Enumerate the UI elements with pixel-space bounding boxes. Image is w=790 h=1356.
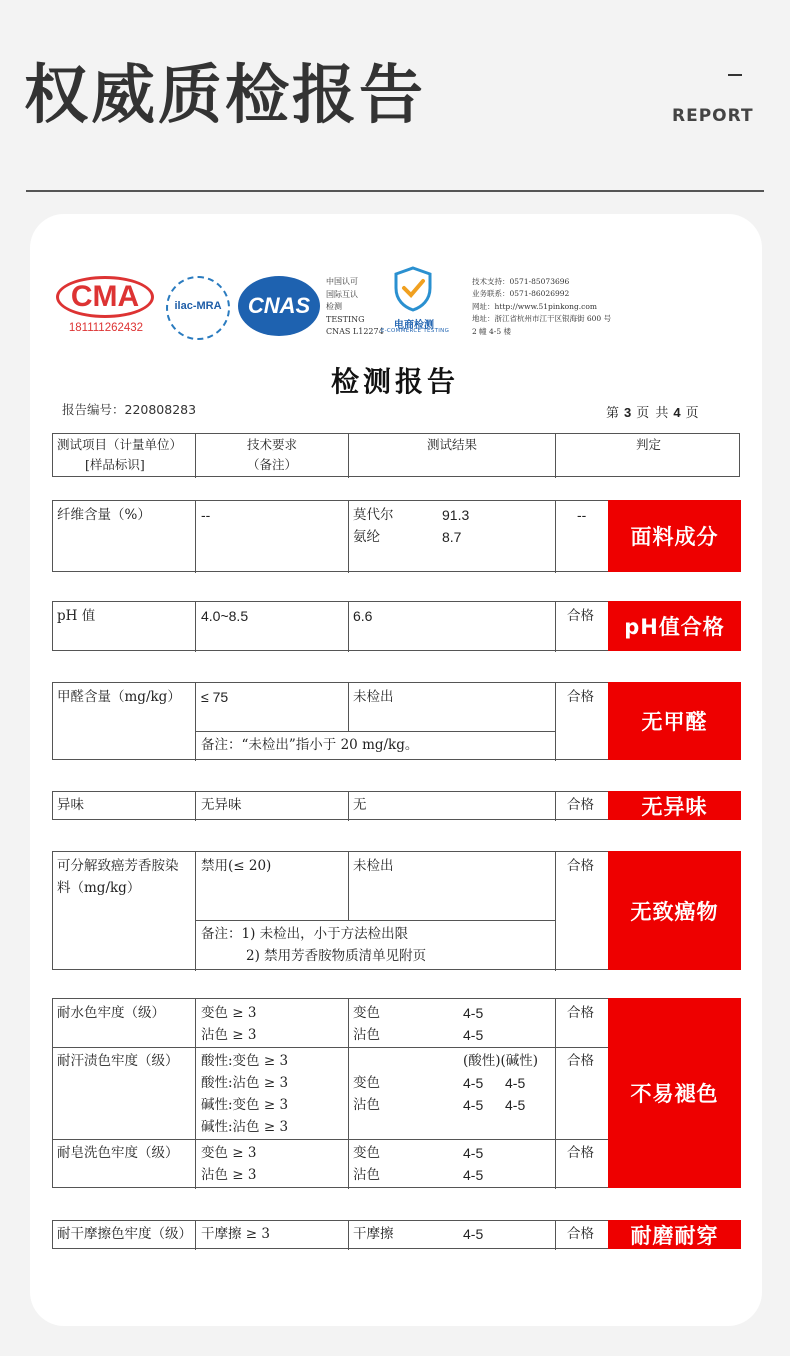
ecommerce-logo-en: E-COMMERCE TESTING — [380, 328, 450, 334]
verdict-fiber: -- — [577, 507, 587, 523]
note-formaldehyde: 备注：“未检出”指小于 20 mg/kg。 — [201, 737, 419, 753]
table-grid-line — [348, 1221, 349, 1250]
req-formaldehyde: ≤ 75 — [201, 689, 229, 705]
req-soap: 沾色 ≥ 3 — [201, 1167, 257, 1183]
table-grid-line — [348, 501, 349, 573]
item-fiber: 纤维含量（%） — [57, 507, 151, 523]
page-mid: 页 共 — [636, 406, 670, 421]
result-label: 变色 — [353, 1145, 380, 1161]
table-grid-line — [195, 852, 196, 971]
result-label: 变色 — [353, 1075, 380, 1091]
result-value: 4-5 — [463, 1145, 484, 1161]
contact-line: 业务联系：0571-86026992 — [472, 289, 570, 299]
header-result: 测试结果 — [426, 437, 477, 452]
ecommerce-logo-cn: 电商检测 — [394, 320, 434, 331]
table-grid-line — [195, 602, 196, 652]
contact-line: 2 幢 4-5 楼 — [472, 326, 512, 336]
shield-check-icon — [392, 266, 434, 312]
req-sweat: 酸性:变色 ≥ 3 — [201, 1053, 289, 1069]
color-fastness-group — [52, 998, 740, 1188]
result-value: 4-5 — [463, 1005, 484, 1021]
result-sweat-head: (酸性)(碱性) — [463, 1053, 539, 1069]
page-total: 4 — [673, 405, 682, 420]
table-row — [52, 500, 740, 572]
result-label: 沾色 — [353, 1097, 380, 1113]
badge-colorfast: 不易褪色 — [608, 998, 741, 1188]
verdict-odor: 合格 — [567, 797, 594, 813]
result-value: 4-5 — [463, 1167, 484, 1183]
table-grid-line — [555, 683, 556, 761]
result-label: 莫代尔 — [353, 507, 394, 523]
item-sweat: 耐汗渍色牢度（级） — [57, 1053, 179, 1069]
req-soap: 变色 ≥ 3 — [201, 1145, 257, 1161]
item-soap: 耐皂洗色牢度（级） — [57, 1145, 179, 1161]
table-grid-line — [348, 683, 349, 731]
req-sweat: 碱性:变色 ≥ 3 — [201, 1097, 289, 1113]
verdict-sweat: 合格 — [567, 1053, 594, 1069]
contact-line: 技术支持：0571-85073696 — [472, 277, 570, 286]
cnas-line: TESTING — [326, 314, 365, 324]
verdict-water: 合格 — [567, 1005, 594, 1021]
item-amine-unit: 料（mg/kg） — [57, 880, 141, 896]
item-odor: 异味 — [57, 797, 84, 813]
req-sweat: 酸性:沾色 ≥ 3 — [201, 1075, 289, 1091]
note-amine: 2) 禁用芳香胺物质清单见附页 — [246, 948, 427, 964]
table-header — [52, 433, 740, 477]
table-grid-line — [195, 1221, 196, 1250]
item-formaldehyde: 甲醛含量（mg/kg） — [57, 689, 181, 705]
table-grid-line — [53, 1047, 608, 1048]
cnas-logo-text: CNAS — [247, 293, 311, 318]
table-grid-line — [348, 852, 349, 920]
table-grid-line — [348, 792, 349, 821]
table-grid-line — [195, 792, 196, 821]
result-formaldehyde: 未检出 — [353, 689, 394, 705]
cnas-line: 中国认可 — [326, 277, 358, 286]
req-amine: 禁用(≤ 20) — [201, 858, 272, 874]
cma-number: 181111262432 — [68, 322, 144, 334]
verdict-amine: 合格 — [567, 858, 594, 874]
header-requirement: 技术要求 — [246, 437, 297, 452]
table-grid-line — [555, 792, 556, 821]
result-label: 变色 — [353, 1005, 380, 1021]
page-suffix: 页 — [685, 406, 700, 421]
badge-ph: pH值合格 — [608, 601, 741, 651]
table-row — [52, 601, 740, 651]
result-value: 4-5 — [505, 1075, 526, 1091]
cnas-line: CNAS L12274 — [326, 327, 384, 336]
report-label: REPORT — [672, 106, 754, 126]
ilac-logo-text: ilac-MRA — [174, 300, 222, 312]
result-value: 8.7 — [442, 529, 462, 545]
badge-odor: 无异味 — [608, 791, 741, 820]
verdict-rub: 合格 — [567, 1226, 594, 1242]
verdict-ph: 合格 — [567, 608, 594, 624]
table-row — [52, 791, 740, 820]
badge-carcinogen: 无致癌物 — [608, 851, 741, 970]
req-ph: 4.0~8.5 — [201, 608, 249, 624]
result-value: 4-5 — [505, 1097, 526, 1113]
report-number: 报告编号：220808283 — [62, 402, 197, 417]
table-grid-line — [555, 501, 556, 573]
table-grid-line — [555, 999, 556, 1189]
table-grid-line — [555, 852, 556, 971]
table-grid-line — [195, 920, 555, 921]
badge-durable: 耐磨耐穿 — [608, 1220, 741, 1249]
cnas-line: 国际互认 — [326, 289, 358, 299]
table-grid-line — [348, 999, 349, 1189]
table-grid-line — [555, 1221, 556, 1250]
page-current: 3 — [624, 405, 633, 420]
badge-formaldehyde: 无甲醛 — [608, 682, 741, 760]
badge-fabric: 面料成分 — [608, 500, 741, 572]
header-divider — [26, 190, 764, 192]
result-label: 沾色 — [353, 1027, 380, 1043]
table-grid-line — [195, 683, 196, 761]
result-ph: 6.6 — [353, 608, 373, 624]
req-water: 变色 ≥ 3 — [201, 1005, 257, 1021]
title-dash — [728, 74, 742, 76]
table-row — [52, 851, 740, 970]
contact-line: 地址：浙江省杭州市江干区银海街 600 号 — [472, 314, 612, 324]
cma-logo-text: CMA — [70, 280, 140, 313]
verdict-soap: 合格 — [567, 1145, 594, 1161]
table-grid-line — [53, 1139, 608, 1140]
header-verdict: 判定 — [635, 437, 661, 452]
req-sweat: 碱性:沾色 ≥ 3 — [201, 1119, 289, 1135]
table-grid-line — [348, 602, 349, 652]
page-indicator — [606, 402, 700, 421]
table-grid-line — [195, 999, 196, 1189]
req-odor: 无异味 — [201, 797, 242, 813]
result-odor: 无 — [353, 797, 367, 813]
item-water: 耐水色牢度（级） — [57, 1005, 165, 1021]
table-grid-line — [195, 731, 555, 732]
note-amine: 备注：1) 未检出，小于方法检出限 — [201, 926, 409, 942]
result-value: 4-5 — [463, 1027, 484, 1043]
table-grid-line — [555, 602, 556, 652]
table-grid-line — [195, 501, 196, 573]
result-value: 4-5 — [463, 1075, 484, 1091]
verdict-formaldehyde: 合格 — [567, 689, 594, 705]
result-label: 沾色 — [353, 1167, 380, 1183]
document-title: 检测报告 — [330, 365, 459, 398]
result-value: 4-5 — [463, 1097, 484, 1113]
result-label: 氨纶 — [353, 529, 380, 545]
req-fiber: -- — [201, 507, 211, 523]
table-row — [52, 1220, 740, 1249]
result-value: 91.3 — [442, 507, 470, 523]
page-title: 权威质检报告 — [24, 59, 426, 133]
result-rub-value: 4-5 — [463, 1226, 484, 1242]
contact-line: 网址：http://www.51pinkong.com — [472, 301, 597, 311]
item-amine: 可分解致癌芳香胺染 — [57, 858, 179, 874]
result-rub: 干摩擦 — [353, 1226, 394, 1242]
page-prefix: 第 — [606, 406, 621, 421]
header-requirement-note: （备注） — [246, 457, 297, 472]
table-row — [52, 682, 740, 760]
req-rub: 干摩擦 ≥ 3 — [201, 1226, 270, 1242]
contact-block — [472, 276, 642, 338]
req-water: 沾色 ≥ 3 — [201, 1027, 257, 1043]
item-rub: 耐干摩擦色牢度（级） — [57, 1226, 192, 1242]
header-item: 测试项目（计量单位） — [57, 437, 183, 452]
item-ph: pH 值 — [57, 608, 96, 624]
result-amine: 未检出 — [353, 858, 394, 874]
header-sample: [样品标识] — [85, 457, 145, 472]
cnas-line: 检测 — [326, 302, 342, 311]
